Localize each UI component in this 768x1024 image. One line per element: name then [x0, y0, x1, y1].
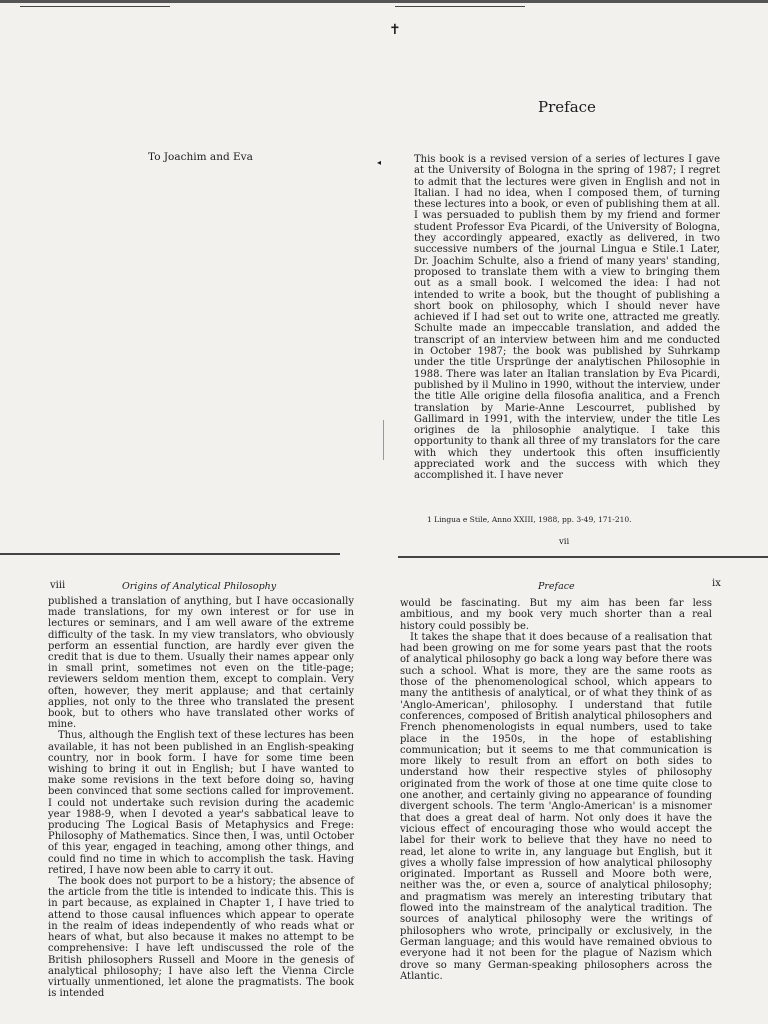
page-number-vii: vii [559, 537, 570, 547]
bullet-icon: ◂ [377, 158, 382, 167]
page-ix-paragraph: It takes the shape that it does because of a realisation that had been growing on me for some years past that the roots of analytical philosophy go back a long way before there was such a school. What is more, they are the same roots as those of the phenomenological school, which appears to many the antithesis of analytical, or of what they think of as 'Anglo-American', philosophy. I understand that futile conferences, composed of British analytical philosophers and French phenomenologists in equal numbers, used to take place in the 1950s, in the hope of establishing communication; but it seems to me that communication is more likely to result from an effort on both sides to understand how their respective styles of philosophy originated from the work of those at one time quite close to one another, and certainly giving no appearance of founding divergent schools. The term 'Anglo-American' is a misnomer that does a great deal of harm. Not only does it have the vicious effect of encouraging those who would accept the label for their work to believe that they have no need to read, let alone to write in, any language but English, but it gives a wholly false impression of how analytical philosophy originated. Important as Russell and Moore both were, neither was the, or even a, source of analytical philosophy; and pragmatism was merely an interesting tributary that flowed into the mainstream of the analytical tradition. The sources of analytical philosophy were the writings of philosophers who wrote, principally or exclusively, in the German language; and this would have remained obvious to everyone had it not been for the plague of Nazism which drove so many German-speaking philosophers across the Atlantic. [400, 631, 712, 982]
scan-divider [0, 553, 340, 555]
running-head-right: Preface [538, 581, 575, 592]
running-head-left: Origins of Analytical Philosophy [122, 581, 277, 592]
page-ix-body [400, 598, 712, 982]
scan-noise [383, 420, 384, 460]
preface-paragraph-top [414, 154, 720, 482]
scan-divider [398, 556, 768, 558]
page-viii-paragraph: The book does not purport to be a history; the absence of the article from the title is intended to indicate this. This is in part because, as explained in Chapter 1, I have tried to attend to those causal influences which appear to operate in the realm of ideas independently of who reads what or hears of what, but also because it makes no attempt to be comprehensive: I have left undiscussed the role of the British philosophers Russell and Moore in the genesis of analytical philosophy; I have also left the Vienna Circle virtually unmentioned, let alone the pragmatists. The book is intended [48, 876, 354, 1000]
page-number-viii: viii [50, 580, 66, 591]
dedication: To Joachim and Eva [148, 151, 253, 163]
page-viii-paragraph: published a translation of anything, but I have occasionally made translations, for my own interest or for use in lectures or seminars, and I am well aware of the extreme difficulty of the task. In my view translators, who obviously perform an essential function, are hardly ever given the credit that is due to them. Usually their names appear only in small print, sometimes not even on the title-page; reviewers seldom mention them, except to complain. Very often, however, they merit applause; and that certainly applies, not only to the three who translated the present book, but to others who have translated other works of mine. [48, 596, 354, 731]
binding-mark-icon: ✝ [389, 22, 401, 38]
page-number-ix: ix [712, 578, 721, 589]
preface-text: This book is a revised version of a series of lectures I gave at the University of Bologna in the spring of 1987; I regret to admit that the lectures were given in English and not in Italian. I had no idea, when I composed them, of turning these lectures into a book, or even of publishing them at all. I was persuaded to publish them by my friend and former student Professor Eva Picardi, of the University of Bologna, they accordingly appeared, exactly as delivered, in two successive numbers of the journal Lingua e Stile.1 Later, Dr. Joachim Schulte, also a friend of many years' standing, proposed to translate them with a view to bringing them out as a small book. I welcomed the idea: I had not intended to write a book, but the thought of publishing a short book on philosophy, which I should never have achieved if I had set out to write one, attracted me greatly. Schulte made an impeccable translation, and added the transcript of an interview between him and me conducted in October 1987; the book was published by Suhrkamp under the title Ursprünge der analytischen Philosophie in 1988. There was later an Italian translation by Eva Picardi, published by il Mulino in 1990, without the interview, under the title Alle origine della filosofia analitica, and a French translation by Marie-Anne Lescourret, published by Gallimard in 1991, with the interview, under the title Les origines de la philosophie analytique. I take this opportunity to thank all three of my translators for the care with which they undertook this often insufficiently appreciated work and the success with which they accomplished it. I have never [414, 154, 720, 482]
page-viii-body [48, 596, 354, 999]
preface-title: Preface [538, 98, 596, 116]
page-ix-paragraph: would be fascinating. But my aim has been far less ambitious, and my book very much shorter than a real history could possibly be. [400, 598, 712, 632]
scan-top-edge [0, 0, 768, 3]
page-viii-paragraph: Thus, although the English text of these lectures has been available, it has not been published in an English-speaking country, nor in book form. I have for some time been wishing to bring it out in English; but I have wanted to make some revisions in the text before doing so, having been convinced that some sections called for improvement. I could not undertake such revision during the academic year 1988-9, when I devoted a year's sabbatical leave to producing The Logical Basis of Metaphysics and Frege: Philosophy of Mathematics. Since then, I was, until October of this year, engaged in teaching, among other things, and could find no time in which to accomplish the task. Having retired, I have now been able to carry it out. [48, 730, 354, 876]
scan-artifact-line [20, 6, 170, 7]
footnote: 1 Lingua e Stile, Anno XXIII, 1988, pp. 3-49, 171-210. [427, 515, 632, 524]
scan-artifact-line [395, 6, 525, 7]
